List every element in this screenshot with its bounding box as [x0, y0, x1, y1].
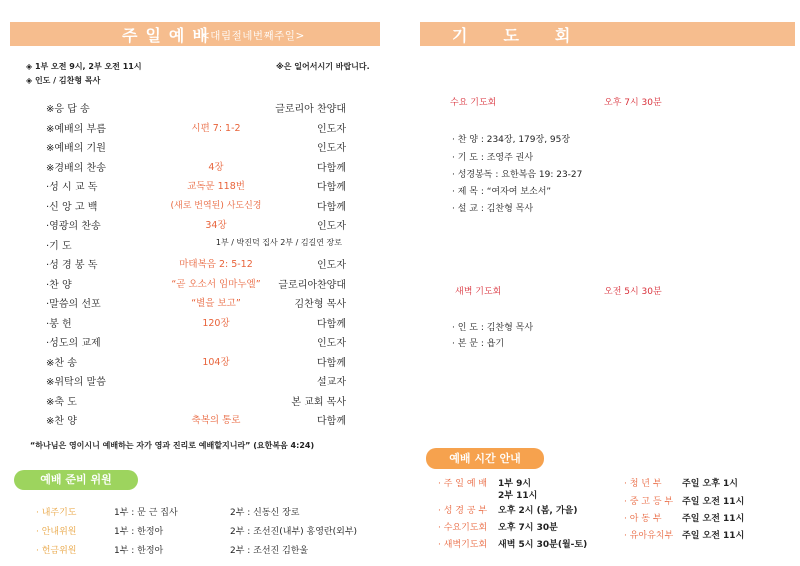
schedule-label: · 아 동 부 — [624, 514, 662, 524]
order-name: ※예배의 기원 — [46, 143, 106, 154]
order-person: 글로리아찬양대 — [278, 279, 346, 291]
committee-first-service: 1부 : 문 근 집사 — [114, 508, 178, 518]
schedule-label: · 유아유치부 — [624, 531, 674, 541]
committee-role: · 안내위원 — [36, 527, 77, 537]
order-row — [46, 272, 346, 292]
schedule-value: 주일 오전 11시 — [682, 497, 745, 507]
preacher-line: ◈ 인도 / 김찬형 목사 — [26, 76, 101, 85]
order-detail: 34장 — [205, 220, 227, 231]
dawn-prayer-time: 오전 5시 30분 — [604, 287, 662, 297]
schedule-value: 오후 7시 30분 — [498, 523, 558, 533]
order-detail: “곧 오소서 임마누엘” — [171, 278, 261, 290]
schedule-value: 주일 오후 1시 — [682, 479, 738, 489]
order-row — [46, 233, 346, 253]
order-name: ·성 경 봉 독 — [46, 260, 98, 271]
standing-note: ※은 일어서시기 바랍니다. — [276, 62, 370, 71]
order-name: ※위탁의 말씀 — [46, 377, 106, 388]
committee-row — [36, 539, 376, 559]
order-name: ·찬 양 — [46, 279, 72, 291]
order-row — [46, 213, 346, 233]
order-name: ·성 시 교 독 — [46, 182, 98, 193]
order-name: ※축 도 — [46, 396, 77, 408]
order-person: 본 교회 목사 — [291, 396, 346, 408]
order-name: ·기 도 — [46, 240, 72, 252]
order-person: 인도자 — [317, 338, 346, 349]
dawn-prayer-title: 새벽 기도회 — [455, 287, 502, 297]
order-detail: 1부 / 박진덕 집사 2부 / 김길연 장로 — [215, 237, 342, 247]
order-detail: 시편 7: 1-2 — [191, 122, 241, 134]
order-row — [46, 194, 346, 214]
prayer-title: 기도회 — [452, 26, 607, 45]
committee-first-service: 1부 : 한정아 — [114, 527, 164, 537]
order-name: ※경배의 찬송 — [46, 162, 106, 174]
schedule-value: 2부 11시 — [498, 491, 538, 501]
order-person: 다함께 — [317, 416, 346, 427]
order-name: ※찬 양 — [46, 416, 77, 427]
worship-title: 주일예배 — [122, 26, 216, 45]
order-name: ·말씀의 선포 — [46, 299, 101, 310]
committee-role: · 헌금위원 — [36, 546, 77, 556]
order-row — [46, 330, 346, 350]
order-row — [46, 291, 346, 311]
order-person: 인도자 — [317, 221, 346, 232]
order-detail: 교독문 118번 — [187, 181, 245, 192]
order-name: ※예배의 부름 — [46, 123, 106, 135]
order-person: 다함께 — [317, 182, 346, 193]
order-person: 다함께 — [317, 318, 346, 330]
order-person: 인도자 — [317, 143, 346, 154]
worship-subtitle: <대림절네번째주일> — [201, 30, 305, 42]
wednesday-item: · 기 도 : 조영주 권사 — [452, 153, 534, 163]
order-person: 다함께 — [317, 357, 346, 369]
wednesday-item: · 제 목 : “여자여 보소서” — [452, 187, 552, 197]
order-detail: 4장 — [208, 161, 224, 173]
schedule-label: · 중 고 등 부 — [624, 497, 674, 507]
wednesday-item: · 찬 양 : 234장, 179장, 95장 — [452, 135, 571, 145]
schedule-label: · 청 년 부 — [624, 479, 662, 489]
order-detail: 104장 — [202, 356, 230, 368]
order-detail: 마태복음 2: 5-12 — [179, 259, 253, 270]
schedule-value: 새벽 5시 30분(월-토) — [498, 540, 588, 550]
order-name: ·봉 헌 — [46, 318, 72, 330]
service-times: ◈ 1부 오전 9시, 2부 오전 11시 — [26, 62, 142, 71]
order-row — [46, 155, 346, 175]
committee-second-service: 2부 : 신동신 장로 — [230, 508, 300, 518]
committee-tab: 예배 준비 위원 — [14, 470, 138, 490]
order-person: 다함께 — [317, 162, 346, 174]
order-person: 인도자 — [317, 123, 346, 135]
dawn-item: · 본 문 : 욥기 — [452, 339, 505, 349]
order-row — [46, 311, 346, 331]
order-row — [46, 135, 346, 155]
order-name: ※응 답 송 — [46, 104, 90, 115]
wednesday-item: · 설 교 : 김찬형 목사 — [452, 204, 534, 214]
committee-row — [36, 501, 376, 521]
wednesday-prayer-time: 오후 7시 30분 — [604, 98, 662, 108]
order-row — [46, 96, 346, 116]
committee-row — [36, 520, 376, 540]
order-person: 김찬형 목사 — [294, 299, 346, 310]
schedule-value: 1부 9시 — [498, 479, 532, 489]
order-detail: “별을 보고” — [191, 298, 241, 309]
order-detail: (새로 번역된) 사도신경 — [170, 200, 262, 211]
schedule-value: 주일 오전 11시 — [682, 531, 745, 541]
worship-header — [10, 22, 380, 46]
order-name: ·영광의 찬송 — [46, 221, 101, 232]
prayer-header — [420, 22, 795, 46]
order-row — [46, 116, 346, 136]
committee-first-service: 1부 : 한정아 — [114, 546, 164, 556]
schedule-value: 주일 오전 11시 — [682, 514, 745, 524]
order-row — [46, 350, 346, 370]
committee-second-service: 2부 : 조선진 김한울 — [230, 546, 309, 556]
wednesday-item: · 성경봉독 : 요한복음 19: 23-27 — [452, 170, 583, 180]
schedule-label: · 새벽기도회 — [438, 540, 488, 550]
schedule-tab: 예배 시간 안내 — [426, 448, 544, 469]
order-name: ·성도의 교제 — [46, 338, 101, 349]
scripture-verse: “하나님은 영이시니 예배하는 자가 영과 진리로 예배할지니라” (요한복음 4:24) — [30, 441, 315, 450]
order-row — [46, 389, 346, 409]
schedule-value: 오후 2시 (봄, 가을) — [498, 506, 578, 516]
schedule-label: · 수요기도회 — [438, 523, 488, 533]
schedule-label: · 성 경 공 부 — [438, 506, 488, 516]
order-detail: 축복의 통로 — [191, 415, 241, 426]
order-row — [46, 408, 346, 428]
wednesday-prayer-title: 수요 기도회 — [450, 98, 497, 108]
order-row — [46, 174, 346, 194]
order-row — [46, 252, 346, 272]
order-name: ※찬 송 — [46, 357, 77, 369]
dawn-item: · 인 도 : 김찬형 목사 — [452, 323, 534, 333]
order-person: 인도자 — [317, 260, 346, 271]
order-row — [46, 369, 346, 389]
committee-role: · 내주기도 — [36, 508, 77, 518]
order-person: 설교자 — [317, 377, 346, 388]
committee-second-service: 2부 : 조선진(내부) 홍영란(외부) — [230, 527, 358, 537]
order-person: 다함께 — [317, 201, 346, 213]
order-name: ·신 앙 고 백 — [46, 201, 98, 213]
order-person: 글로리아 찬양대 — [275, 104, 346, 115]
order-detail: 120장 — [202, 317, 230, 329]
schedule-label: · 주 일 예 배 — [438, 479, 488, 489]
